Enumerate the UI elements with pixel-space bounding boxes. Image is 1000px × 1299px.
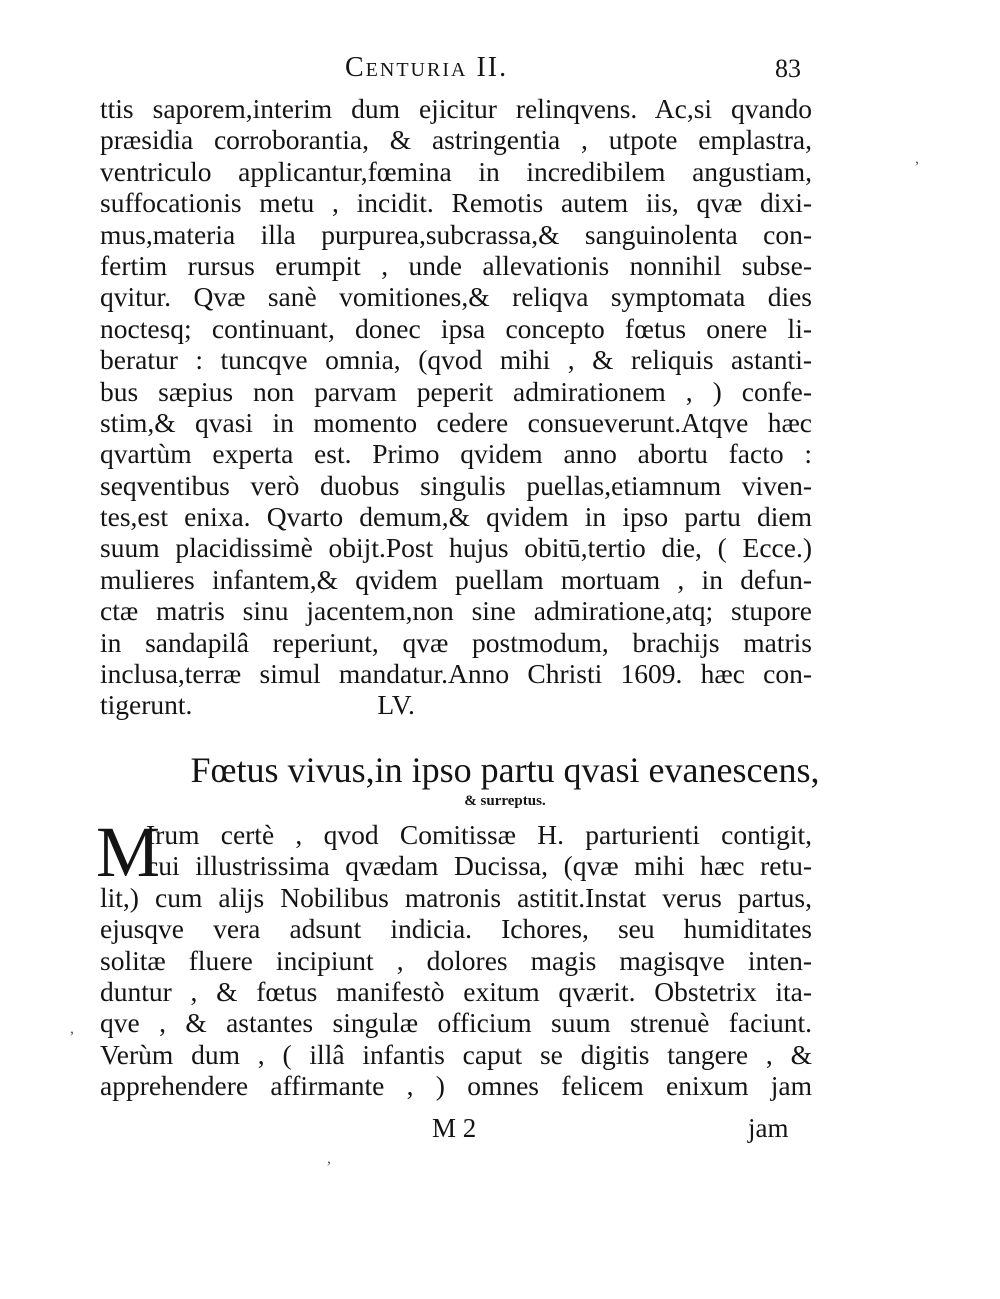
text-line: apprehendere affirmante , ) omnes felicem enixum jam (100, 1070, 812, 1102)
text-line: qve , & astantes singulæ officium suum strenuè faciunt. (100, 1007, 812, 1039)
text-line: qvitur. Qvæ sanè vomitiones,& reliqva symptomata dies (100, 281, 812, 313)
running-head (0, 52, 1000, 92)
text-line: solitæ fluere incipiunt , dolores magis magisqve inten- (100, 944, 812, 976)
text-line: tes,est enixa. Qvarto demum,& qvidem in ipso partu diem (100, 501, 812, 533)
page-number: 83 (775, 54, 801, 83)
drop-cap: M (96, 812, 161, 892)
text-line: noctesq; continuant, donec ipsa concepto fœtus onere li- (100, 312, 812, 344)
text-line: inclusa,terræ simul mandatur.Anno Christi 1609. hæc con- (100, 658, 812, 690)
closing-line (100, 689, 812, 720)
section-number: LV. (377, 689, 415, 721)
text-line: suum placidissimè obijt.Post hujus obitū,tertio die, ( Ecce.) (100, 532, 812, 564)
text-line: Irum certè , qvod Comitissæ H. parturienti contigit, (146, 819, 812, 850)
text-line: qvartùm experta est. Primo qvidem anno abortu facto : (100, 438, 812, 470)
text-line: ctæ matris sinu jacentem,non sine admiratione,atq; stupore (100, 595, 812, 627)
text-line: ttis saporem,interim dum ejicitur relinqvens. Ac,si qvando (100, 93, 812, 124)
signature-mark: M 2 (432, 1113, 477, 1143)
text-line: stim,& qvasi in momento cedere consueverunt.Atqve hæc (100, 406, 812, 438)
text-line: Verùm dum , ( illâ infantis caput se digitis tangere , & (100, 1038, 812, 1070)
section-heading (0, 748, 1000, 810)
section-subtitle: & surreptus. (464, 793, 546, 809)
text-line: beratur : tuncqve omnia, (qvod mihi , & reliquis astanti- (100, 344, 812, 376)
text-line-end: tigerunt. (100, 689, 193, 721)
text-line: bus sæpius non parvam peperit admirationem , ) confe- (100, 375, 812, 407)
page-footer (0, 1113, 1000, 1147)
text-line: præsidia corroborantia, & astringentia , utpote emplastra, (100, 124, 812, 156)
text-line: fertim rursus erumpit , unde allevationis nonnihil subse- (100, 249, 812, 281)
margin-speck: , (70, 1020, 74, 1037)
text-line: cui illustrissima qvædam Ducissa, (qvæ mihi hæc retu- (146, 850, 812, 882)
text-line: suffocationis metu , incidit. Remotis autem iis, qvæ dixi- (100, 187, 812, 219)
text-line: mus,materia illa purpurea,subcrassa,& sanguinolenta con- (100, 218, 812, 250)
body-text-bottom (100, 819, 812, 1102)
body-text-top (100, 93, 812, 721)
margin-speck: , (915, 150, 919, 167)
text-line: ejusqve vera adsunt indicia. Ichores, seu humiditates (100, 913, 812, 945)
text-line: seqventibus verò duobus singulis puellas,etiamnum viven- (100, 469, 812, 501)
section-title: Fœtus vivus,in ipso partu qvasi evanescens, (190, 750, 820, 790)
margin-speck: , (327, 1150, 331, 1167)
catchword: jam (748, 1113, 789, 1143)
text-line: mulieres infantem,& qvidem puellam mortuam , in defun- (100, 563, 812, 595)
text-line: duntur , & fœtus manifestò exitum qværit. Obstetrix ita- (100, 975, 812, 1007)
running-title: Centuria II. (345, 52, 509, 83)
text-line: lit,) cum alijs Nobilibus matronis astitit.Instat verus partus, (100, 881, 812, 913)
text-line: ventriculo applicantur,fœmina in incredibilem angustiam, (100, 155, 812, 187)
text-line: in sandapilâ reperiunt, qvæ postmodum, brachijs matris (100, 626, 812, 658)
